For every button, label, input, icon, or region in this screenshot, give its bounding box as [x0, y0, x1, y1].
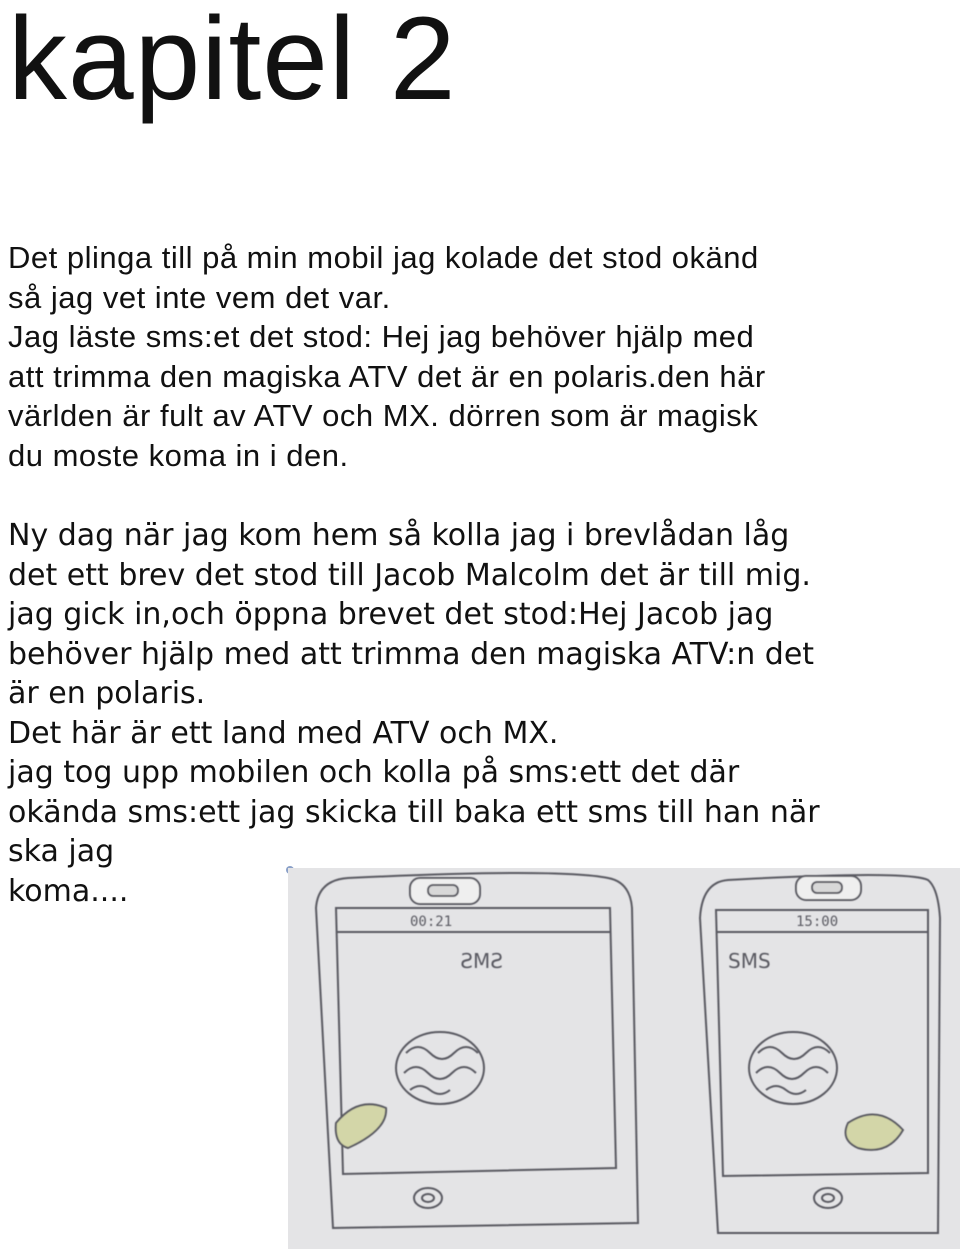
text-line: Jag läste sms:et det stod: Hej jag behöver hjälp med — [8, 319, 755, 354]
text-line: okända sms:ett jag skicka till baka ett sms till han när — [8, 794, 820, 830]
text-line: det ett brev det stod till Jacob Malcolm det är till mig. — [8, 557, 811, 593]
text-line: du moste koma in i den. — [8, 437, 349, 473]
text-line: Det plinga till på min mobil jag kolade det stod okänd — [8, 240, 759, 275]
phone-right-sms-label: SMS — [728, 949, 771, 973]
phone-left-time: 00:21 — [410, 914, 453, 930]
paragraph-1 — [8, 238, 766, 475]
chapter-title: kapitel 2 — [8, 0, 457, 125]
phone-right-time: 15:00 — [796, 914, 839, 930]
phone-sketch-image — [288, 868, 960, 1249]
phone-sketch-svg — [288, 868, 960, 1249]
text-line: Ny dag när jag kom hem så kolla jag i brevlådan låg — [8, 518, 790, 553]
text-line: jag gick in,och öppna brevet det stod:Hej Jacob jag — [8, 597, 774, 632]
paragraph-2 — [8, 516, 820, 911]
text-line: ska jag — [8, 834, 115, 869]
text-line: behöver hjälp med att trimma den magiska ATV:n det — [8, 636, 815, 672]
phone-left-sms-label: SMS — [460, 949, 503, 973]
text-line: så jag vet inte vem det var. — [8, 279, 391, 315]
text-line: koma.... — [8, 873, 129, 909]
text-line: Det här är ett land med ATV och MX. — [8, 715, 559, 751]
text-line: är en polaris. — [8, 676, 206, 711]
text-line: jag tog upp mobilen och kolla på sms:ett det där — [8, 755, 740, 790]
text-line: att trimma den magiska ATV det är en polaris.den här — [8, 358, 766, 394]
text-line: världen är fult av ATV och MX. dörren som är magisk — [8, 398, 759, 433]
